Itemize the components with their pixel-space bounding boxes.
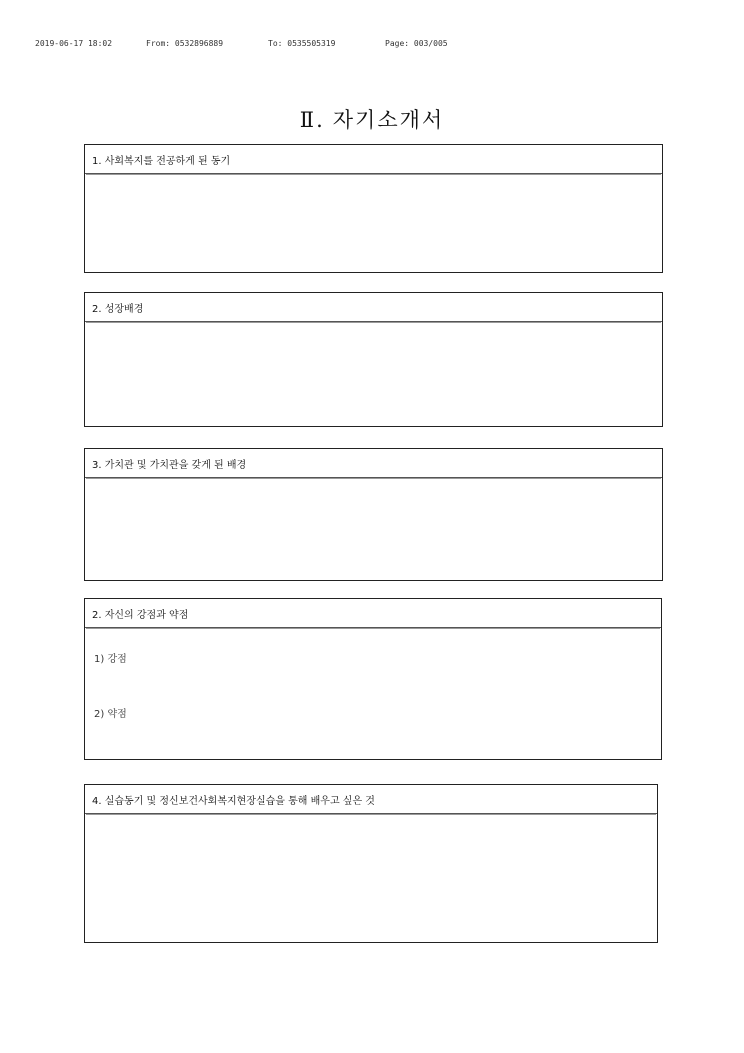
section-motivation <box>84 144 663 273</box>
section-heading: 4. 실습동기 및 정신보건사회복지현장실습을 통해 배우고 싶은 것 <box>85 785 657 814</box>
fax-to: To: 0535505319 <box>268 39 336 48</box>
page-title <box>0 104 744 134</box>
section-background <box>84 292 663 427</box>
section-heading: 2. 자신의 강점과 약점 <box>85 599 661 628</box>
strength-label: 1) 강점 <box>94 654 127 665</box>
section-heading: 3. 가치관 및 가치관을 갖게 된 배경 <box>85 449 662 478</box>
section-heading: 1. 사회복지를 전공하게 된 동기 <box>85 145 662 174</box>
title-text: 자기소개서 <box>332 108 445 132</box>
fax-header <box>0 39 744 53</box>
fax-from: From: 0532896889 <box>146 39 224 48</box>
section-heading: 2. 성장배경 <box>85 293 662 322</box>
title-numeral: Ⅱ. <box>299 108 325 132</box>
section-practicum-goals <box>84 784 658 943</box>
section-values <box>84 448 663 581</box>
section-strengths-weaknesses <box>84 598 662 760</box>
fax-page: Page: 003/005 <box>385 39 448 48</box>
weakness-label: 2) 약점 <box>94 709 127 720</box>
fax-datetime: 2019-06-17 18:02 <box>35 39 113 48</box>
